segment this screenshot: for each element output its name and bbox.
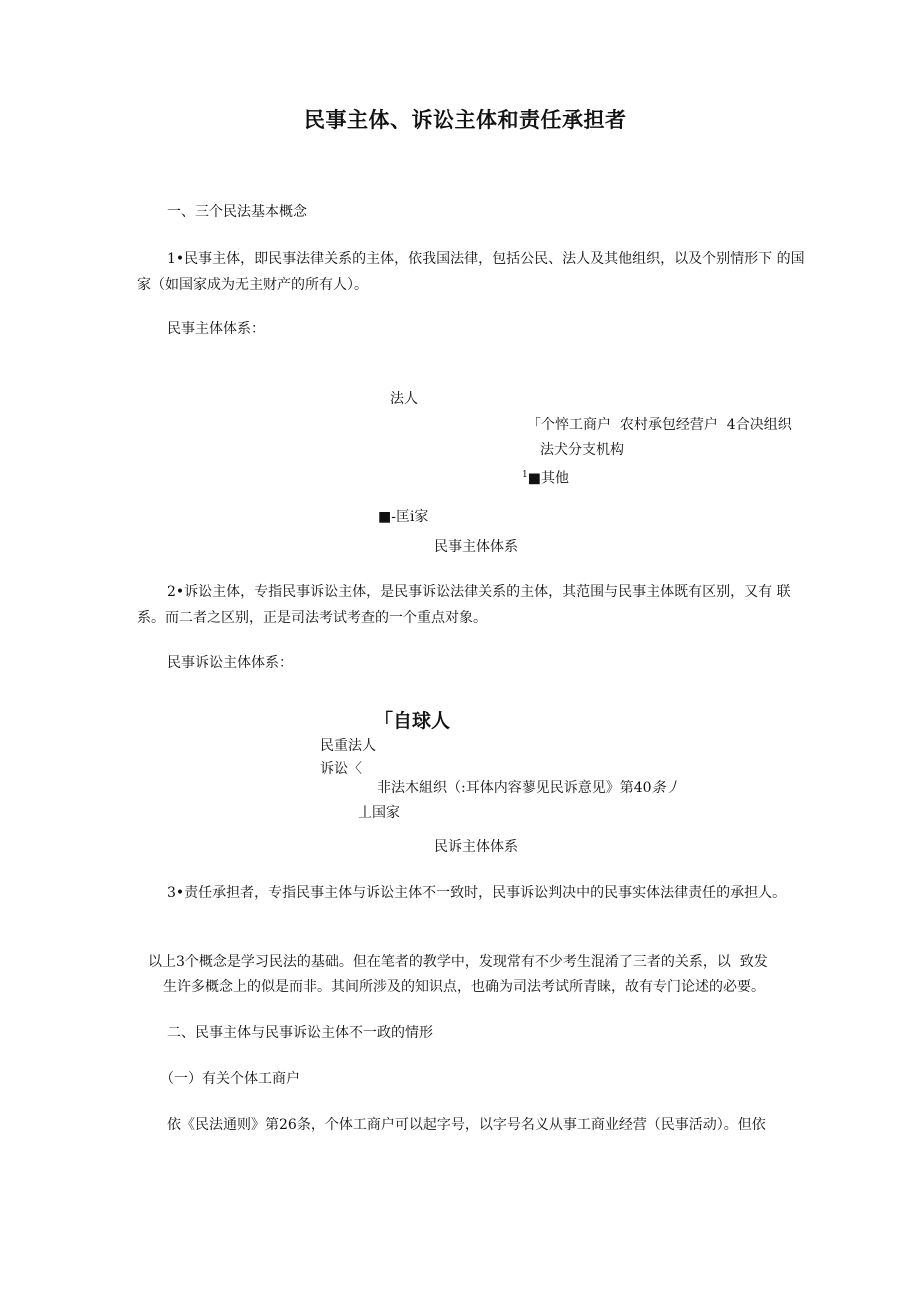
section-heading-1: 一、三个民法基本概念	[167, 204, 307, 220]
diagram1-item-other	[522, 462, 569, 492]
paragraph-liability-bearer: 3•责任承担者，专指民事主体与诉讼主体不一致时，民事诉讼判决中的民事实体法律责任的承担人。	[167, 885, 787, 901]
diagram2-line-d: 丄国家	[358, 805, 400, 821]
system-label-litigation: 民事诉讼主体体系：	[167, 655, 293, 671]
diagram1-other-text: ■其他	[527, 470, 569, 487]
diagram1-item-line2: 法犬分支机构	[540, 442, 624, 458]
paragraph-litigation-subject: 2•诉讼主体，专指民事诉讼主体，是民事诉讼法律关系的主体，其范围与民事主体既有区别，又有 联系。而二者之区别，正是司法考试考查的一个重点对象。	[137, 584, 791, 626]
diagram1-item-faren: 法人	[390, 391, 418, 407]
diagram2-caption: 民诉主体体系	[434, 839, 518, 855]
diagram2-line-c-text: 非法木組织（:耳体内容蓼见民诉意见》第40	[377, 780, 652, 796]
diagram2-line-b: 诉讼〈	[320, 761, 362, 777]
subsection-heading-1: （一）有关个体工商户	[160, 1071, 300, 1087]
diagram1-item-line1: 「个悴工商户 农村承包经营户 4合决组织	[527, 417, 792, 433]
document-title: 民事主体、诉讼主体和责任承担者	[304, 108, 627, 132]
paragraph-civil-subject: 1•民事主体，即民事法律关系的主体，依我国法律，包括公民、法人及其他组织，以及个别情形下 的国家（如国家成为无主财产的所有人）。	[137, 251, 805, 293]
diagram1-item-state: ■-匡i家	[378, 509, 429, 525]
diagram2-line-c-italic: 条丿	[651, 780, 680, 796]
paragraph-summary-line2: 生许多概念上的似是而非。其间所涉及的知识点，也确为司法考试所青睐，故有专门论述的必要。	[163, 979, 765, 995]
diagram2-big-label: 「自球人	[374, 710, 451, 732]
system-label-civil: 民事主体体系：	[167, 321, 265, 337]
diagram2-line-a: 民重法人	[320, 738, 376, 754]
section-heading-2: 二、民事主体与民事诉讼主体不一政的情形	[167, 1025, 433, 1041]
diagram1-caption: 民事主体体系	[434, 539, 518, 555]
paragraph-summary-line1: 以上3个概念是学习民法的基础。但在笔者的教学中，发现常有不少考生混淆了三者的关系，以 致发	[148, 954, 768, 970]
diagram2-line-c	[377, 775, 680, 801]
diagram1-other-mark: 1	[522, 470, 528, 480]
paragraph-individual-business: 依《民法通则》第26条，个体工商户可以起字号，以字号名义从事工商业经营（民事活动）。但依	[167, 1117, 766, 1133]
